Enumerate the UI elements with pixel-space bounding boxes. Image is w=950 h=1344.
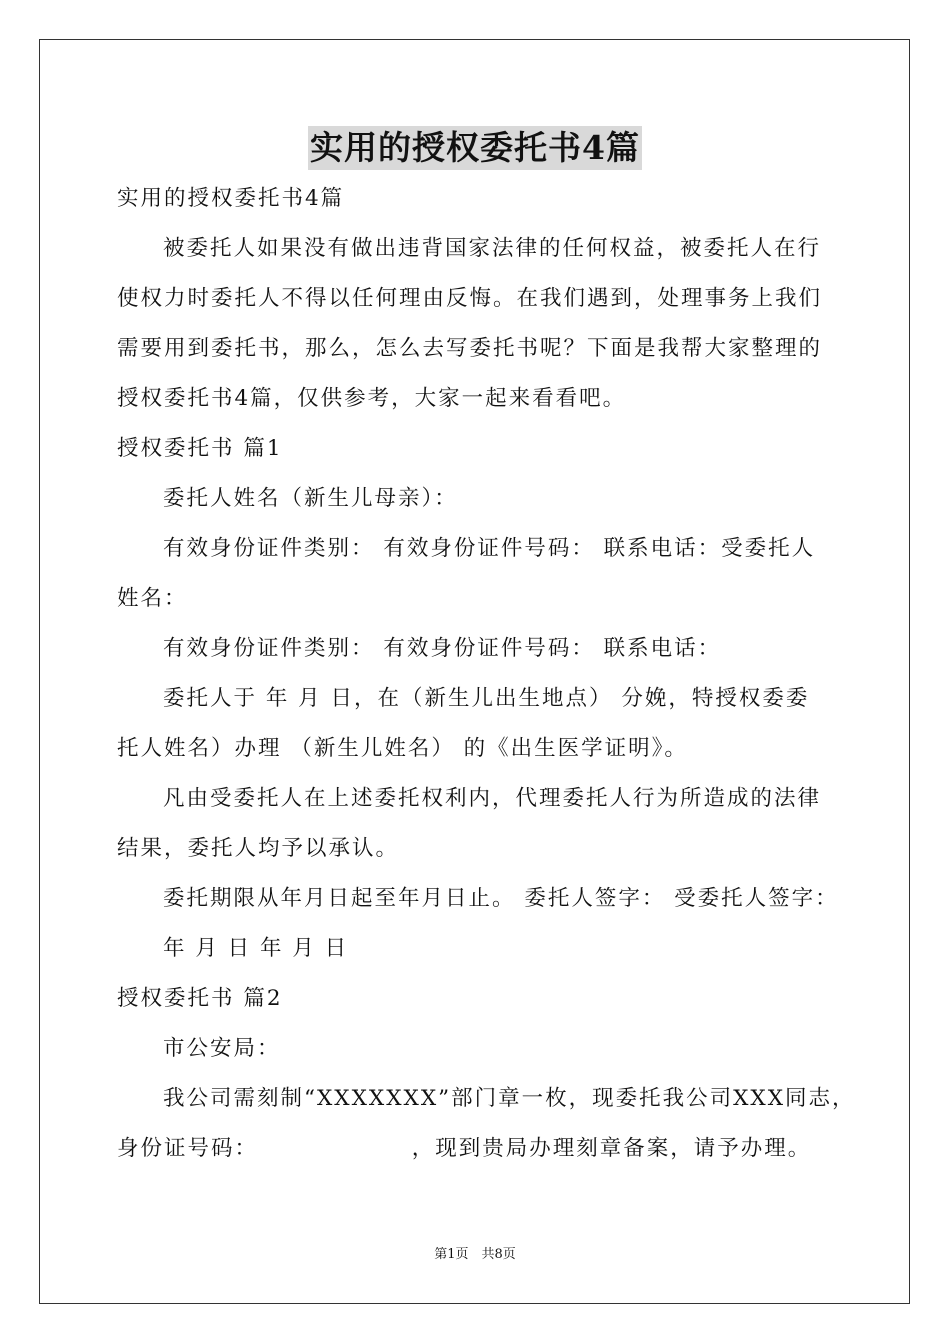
document-title: 实用的授权委托书4篇 (308, 126, 642, 170)
section-heading-1: 授权委托书 篇1 (117, 436, 283, 461)
page-border (39, 39, 910, 1304)
birth-paragraph-line-2: 托人姓名）办理 （新生儿姓名） 的《出生医学证明》。 (117, 736, 688, 761)
subtitle-line: 实用的授权委托书4篇 (117, 186, 345, 211)
agent-name-line: 姓名： (117, 586, 188, 611)
seal-paragraph-line-2: 身份证号码： ，现到贵局办理刻章备案，请予办理。 (117, 1136, 812, 1161)
intro-paragraph-line-1: 被委托人如果没有做出违背国家法律的任何权益，被委托人在行 (163, 236, 822, 261)
intro-paragraph-line-3: 需要用到委托书，那么，怎么去写委托书呢？下面是我帮大家整理的 (117, 336, 823, 361)
section-heading-2: 授权委托书 篇2 (117, 986, 283, 1011)
birth-paragraph-line-1: 委托人于 年 月 日，在（新生儿出生地点） 分娩，特授权委委 (163, 686, 810, 711)
agent-id-line: 有效身份证件类别： 有效身份证件号码： 联系电话： (163, 636, 722, 661)
principal-name-line: 委托人姓名（新生儿母亲）： (163, 486, 458, 511)
term-signature-line: 委托期限从年月日起至年月日止。 委托人签字： 受委托人签字： (163, 886, 839, 911)
liability-paragraph-line-1: 凡由受委托人在上述委托权利内，代理委托人行为所造成的法律 (163, 786, 822, 811)
page-number-footer: 第1页 共8页 (434, 1247, 516, 1262)
intro-paragraph-line-4: 授权委托书4篇，仅供参考，大家一起来看看吧。 (117, 386, 627, 411)
seal-paragraph-line-1: 我公司需刻制“XXXXXXX”部门章一枚，现委托我公司XXX同志， (163, 1086, 856, 1111)
principal-id-line: 有效身份证件类别： 有效身份证件号码： 联系电话：受委托人 (163, 536, 816, 561)
liability-paragraph-line-2: 结果，委托人均予以承认。 (117, 836, 400, 861)
addressee-line: 市公安局： (163, 1036, 281, 1061)
intro-paragraph-line-2: 使权力时委托人不得以任何理由反悔。在我们遇到，处理事务上我们 (117, 286, 823, 311)
date-line: 年 月 日 年 月 日 (163, 936, 349, 961)
title-container (0, 126, 950, 170)
